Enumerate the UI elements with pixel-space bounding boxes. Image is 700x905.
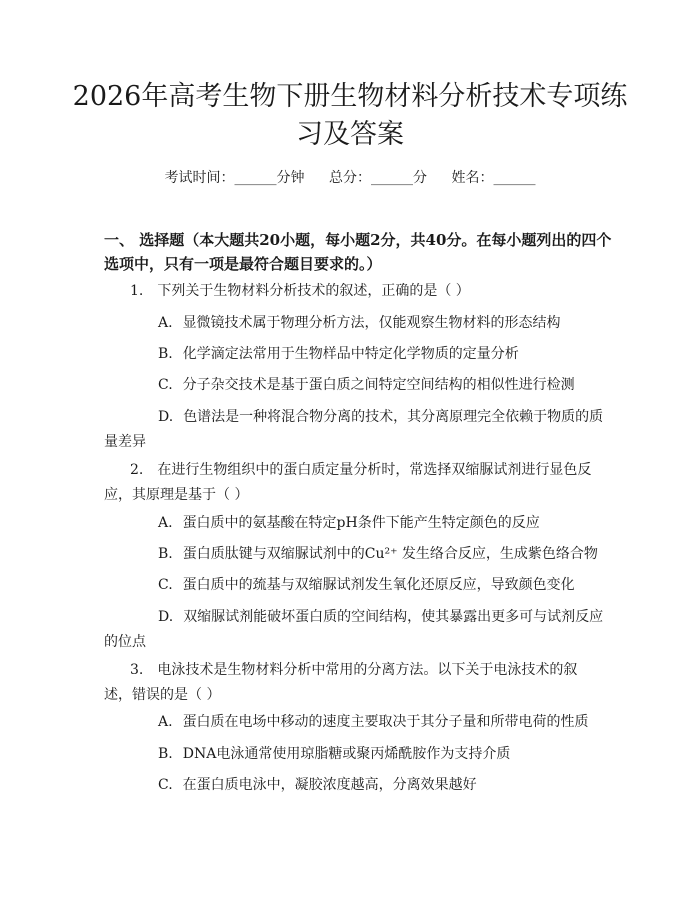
question-3 [104,658,604,708]
option-letter: C. [158,777,173,793]
question-3-option-c [104,773,604,798]
option-text: 蛋白质肽键与双缩脲试剂中的Cu²⁺ 发生络合反应，生成紫色络合物 [182,546,598,562]
option-text: 显微镜技术属于物理分析方法，仅能观察生物材料的形态结构 [182,315,561,331]
question-number: 2. [130,462,144,478]
option-text: 蛋白质在电场中移动的速度主要取决于其分子量和所带电荷的性质 [182,714,589,730]
option-letter: B. [158,346,173,362]
question-2-option-b [104,542,604,567]
question-1-option-a [104,311,604,336]
question-1-option-b [104,342,604,367]
option-letter: A. [158,515,173,531]
question-1 [104,279,604,304]
question-text: 下列关于生物材料分析技术的叙述，正确的是（ ） [157,283,470,299]
question-1-option-c [104,373,604,398]
question-1-option-d [104,405,604,455]
section-heading: 一、 选择题（本大题共20小题，每小题2分，共40分。在每小题列出的四个选项中，只有一项是最符合题目要求的。） [104,231,612,273]
question-2-option-a [104,511,604,536]
page-title: 2026年高考生物下册生物材料分析技术专项练习及答案 [72,81,628,150]
option-letter: A. [158,714,173,730]
option-letter: A. [158,315,173,331]
name-field: 姓名：______ [451,170,536,186]
question-number: 3. [130,662,144,678]
exam-time-field: 考试时间：______分钟 [164,170,305,186]
option-text: DNA电泳通常使用琼脂糖或聚丙烯酰胺作为支持介质 [182,746,511,762]
option-text: 蛋白质中的巯基与双缩脲试剂发生氧化还原反应，导致颜色变化 [182,577,575,593]
question-2-option-d [104,605,604,655]
option-text: 双缩脲试剂能破坏蛋白质的空间结构，使其暴露出更多可与试剂反应的位点 [104,609,604,650]
total-score-field: 总分：______分 [329,170,427,186]
question-3-option-a [104,710,604,735]
option-text: 蛋白质中的氨基酸在特定pH条件下能产生特定颜色的反应 [182,515,540,531]
question-2 [104,458,604,508]
question-text: 电泳技术是生物材料分析中常用的分离方法。以下关于电泳技术的叙述，错误的是（ ） [104,662,578,703]
option-letter: B. [158,546,173,562]
option-letter: B. [158,746,173,762]
exam-meta [0,167,700,187]
option-letter: C. [158,577,173,593]
question-2-option-c [104,573,604,598]
question-text: 在进行生物组织中的蛋白质定量分析时，常选择双缩脲试剂进行显色反应，其原理是基于（ ） [104,462,592,503]
question-3-option-b [104,742,604,767]
option-letter: D. [158,409,174,425]
option-text: 在蛋白质电泳中，凝胶浓度越高，分离效果越好 [182,777,477,793]
option-letter: D. [158,609,174,625]
question-number: 1. [130,283,144,299]
option-text: 化学滴定法常用于生物样品中特定化学物质的定量分析 [182,346,519,362]
option-text: 分子杂交技术是基于蛋白质之间特定空间结构的相似性进行检测 [182,377,575,393]
option-text: 色谱法是一种将混合物分离的技术，其分离原理完全依赖于物质的质量差异 [104,409,604,450]
option-letter: C. [158,377,173,393]
